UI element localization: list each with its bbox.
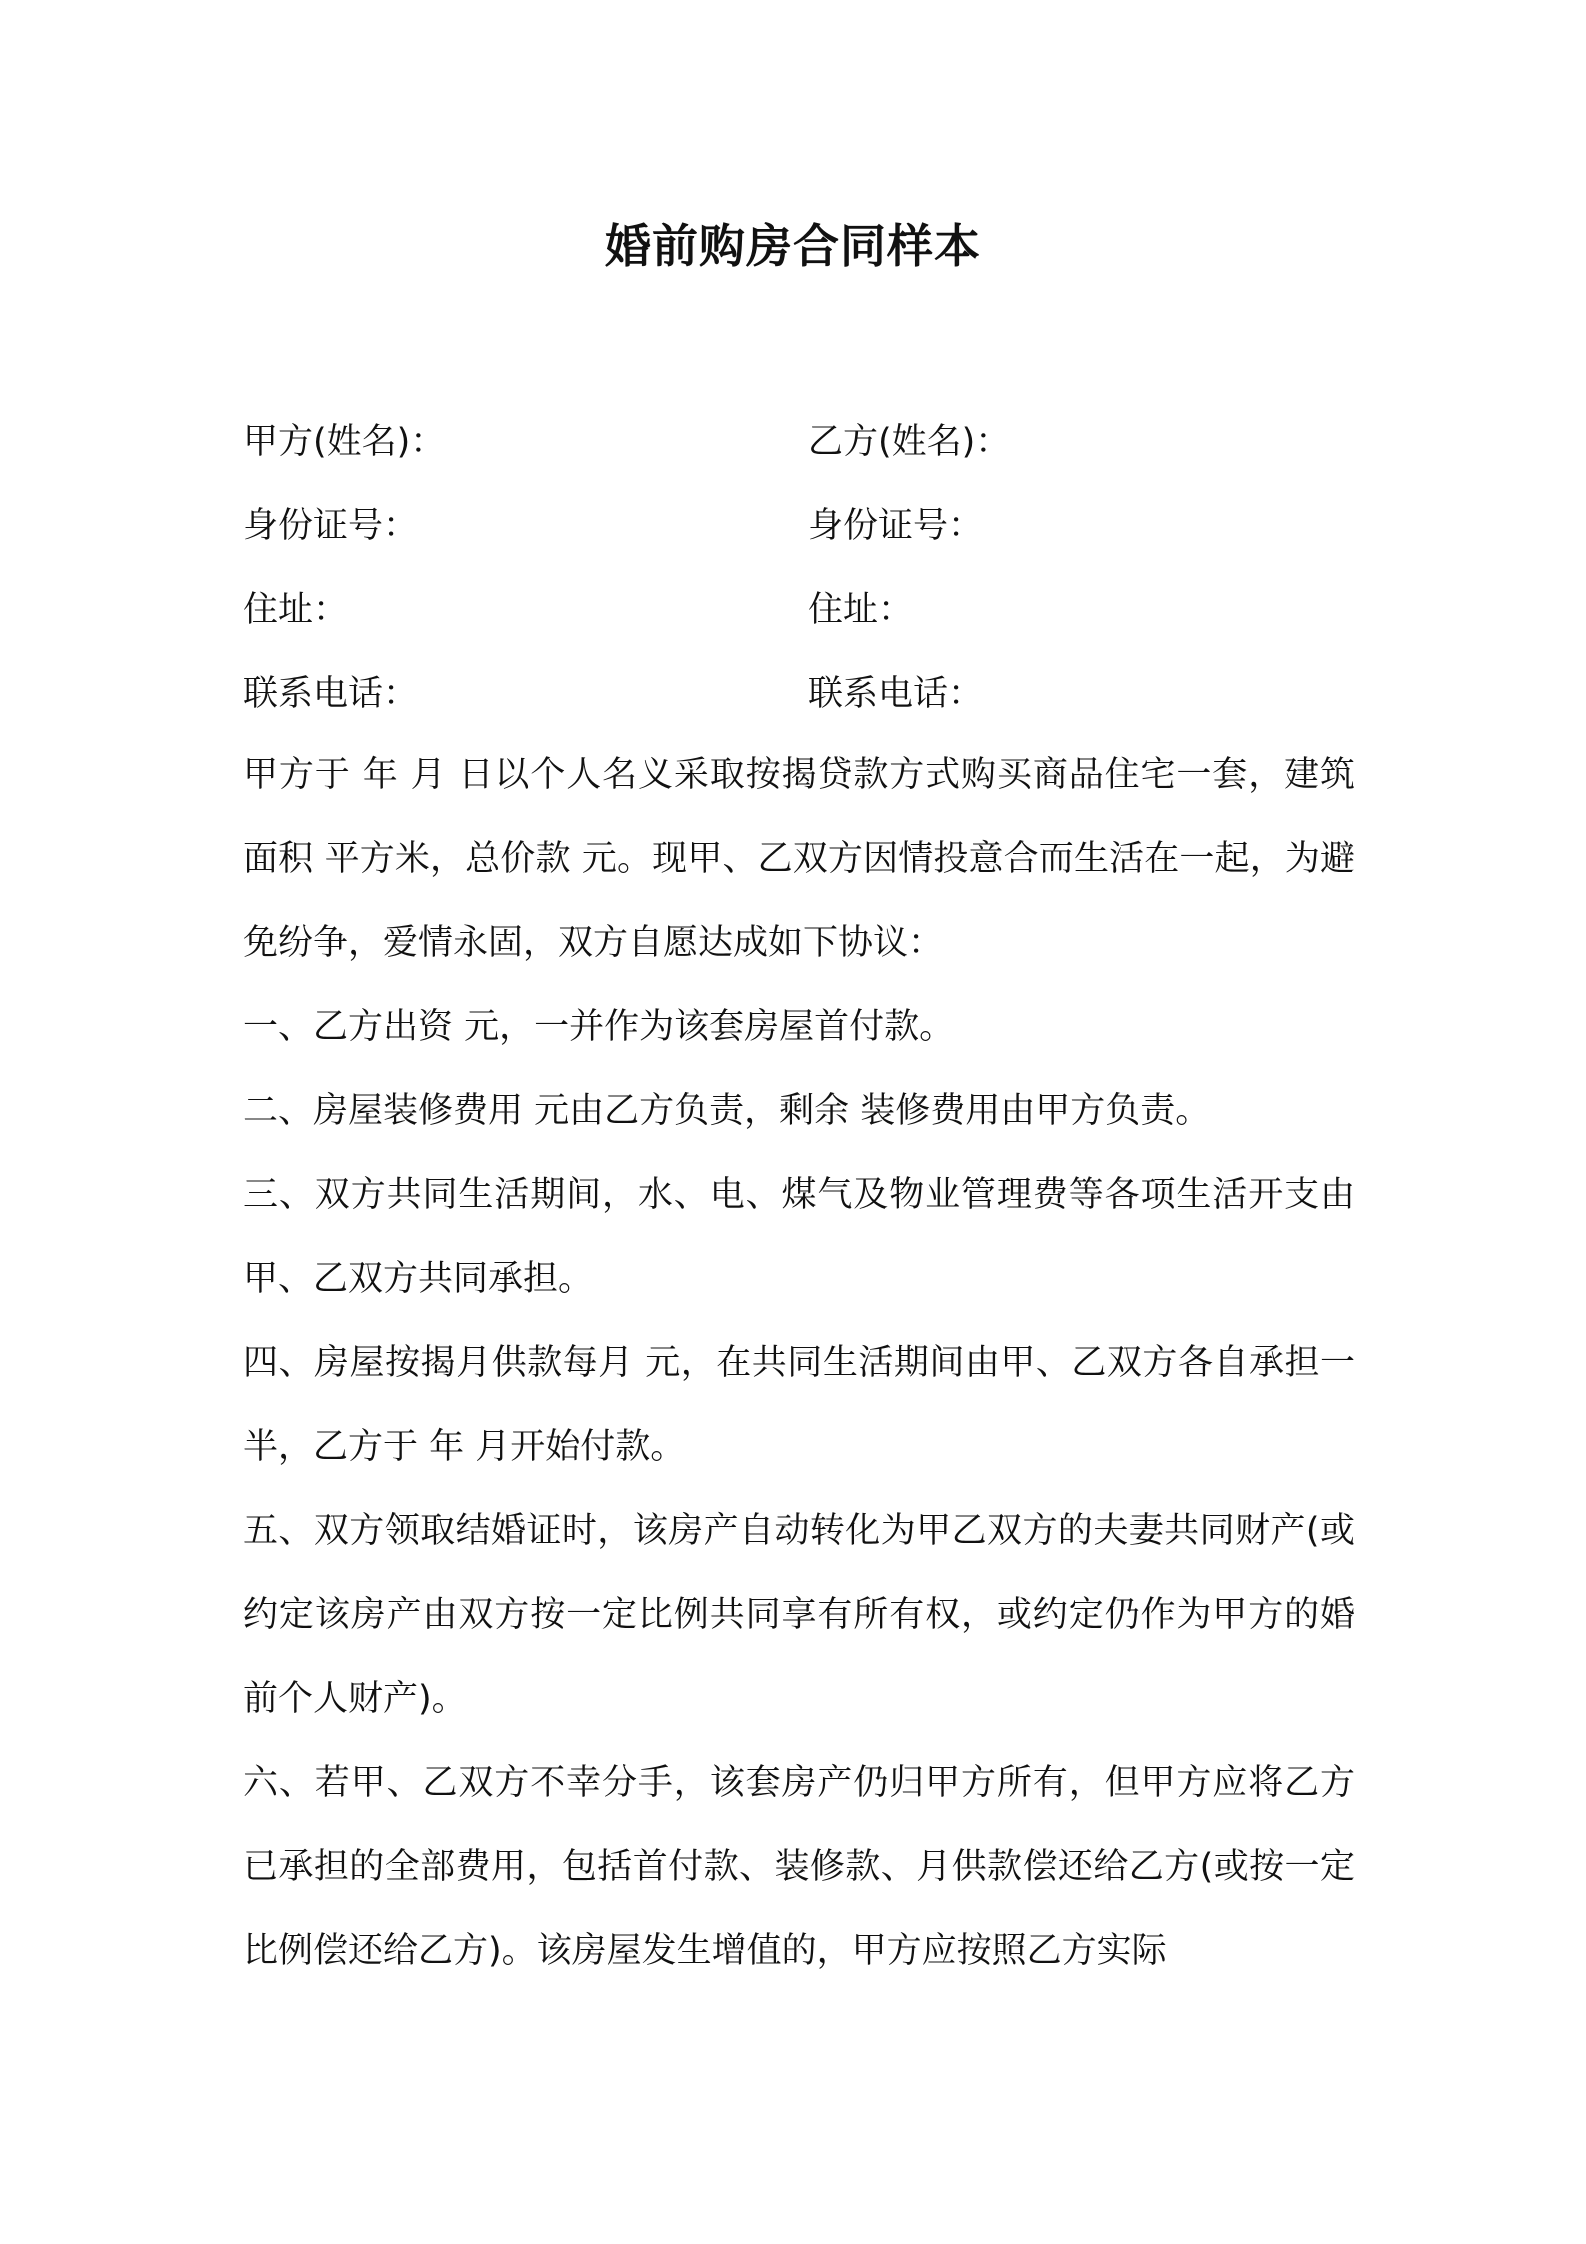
party-a-phone-label: 联系电话： — [243, 674, 419, 714]
party-b-address-label: 住址： — [808, 590, 914, 630]
clause-6: 六、若甲、乙双方不幸分手，该套房产仍归甲方所有，但甲方应将乙方已承担的全部费用，包括首付款、装修款、月供款偿还给乙方(或按一定比例偿还给乙方)。该房屋发生增值的，甲方应按照乙方实际 — [243, 1763, 1355, 1971]
party-a-address-label: 住址： — [243, 590, 349, 630]
document-title: 婚前购房合同样本 — [605, 219, 981, 273]
paragraph-intro: 甲方于 年 月 日以个人名义采取按揭贷款方式购买商品住宅一套，建筑面积 平方米，总价款 元。现甲、乙双方因情投意合而生活在一起，为避免纷争，爱情永固，双方自愿达成如下协议： — [243, 755, 1355, 963]
contract-body — [243, 733, 1355, 1993]
party-address-row — [243, 568, 1353, 652]
party-info-block — [243, 400, 1353, 736]
clause-2: 二、房屋装修费用 元由乙方负责，剩余 装修费用由甲方负责。 — [243, 1091, 1211, 1131]
party-phone-row — [243, 652, 1353, 736]
clause-3: 三、双方共同生活期间，水、电、煤气及物业管理费等各项生活开支由甲、乙双方共同承担。 — [243, 1175, 1355, 1299]
party-b-phone-label: 联系电话： — [808, 674, 984, 714]
party-id-row — [243, 484, 1353, 568]
clause-1: 一、乙方出资 元，一并作为该套房屋首付款。 — [243, 1007, 955, 1047]
party-b-name-label: 乙方(姓名)： — [808, 422, 1011, 462]
clause-5: 五、双方领取结婚证时，该房产自动转化为甲乙双方的夫妻共同财产(或约定该房产由双方按一定比例共同享有所有权，或约定仍作为甲方的婚前个人财产)。 — [243, 1511, 1355, 1719]
party-a-name-label: 甲方(姓名)： — [243, 422, 446, 462]
clause-4: 四、房屋按揭月供款每月 元，在共同生活期间由甲、乙双方各自承担一半，乙方于 年 月开始付款。 — [243, 1343, 1355, 1467]
party-b-id-label: 身份证号： — [808, 506, 984, 546]
party-a-id-label: 身份证号： — [243, 506, 419, 546]
party-name-row — [243, 400, 1353, 484]
